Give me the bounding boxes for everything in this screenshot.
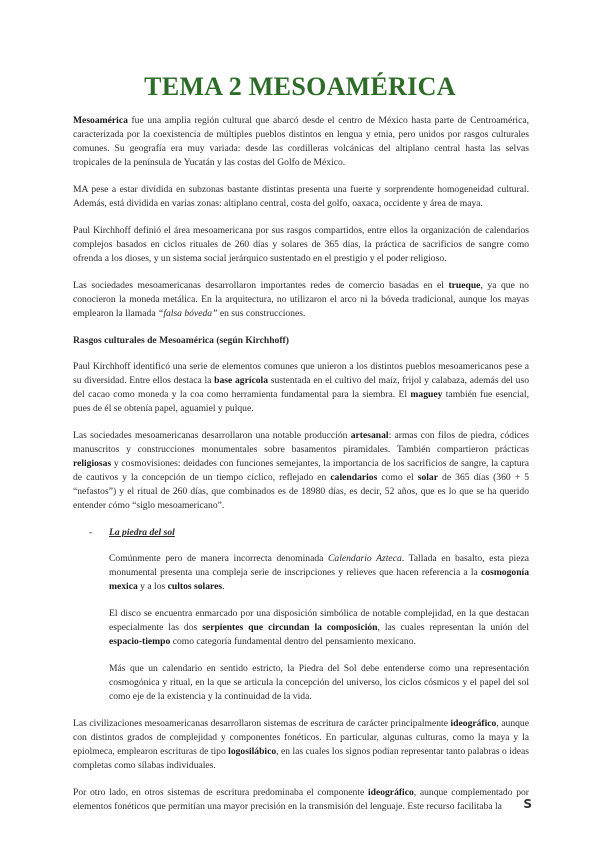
bold-term: logosilábico [228, 746, 277, 757]
bold-term: maguey [410, 389, 443, 400]
document-body [73, 114, 529, 827]
paragraph-disco: El disco se encuentra enmarcado por una disposición simbólica de notable complejidad, en la que destacan especialmente las dos serpientes que circundan la composición, las cuales representan la unión del espacio-tiempo como categoría fundamental dentro del pensamiento mexicano. [109, 608, 529, 647]
paragraph-artisanal: Las sociedades mesoamericanas desarrollaron una notable producción artesanal: armas con filos de piedra, códices manuscritos y construcciones monumentales sobre basamentos piramidales. También compartieron prácticas religiosas y cosmovisiones: deidades con funciones semejantes, la importancia de los sacrificios de sangre, la captura de cautivos y la concepción de un tiempo cíclico, reflejado en calendarios como el solar de 365 días (360 + 5 “nefastos”) y el ritual de 260 días, que combinados es de 18980 días, es decir, 52 años, que es lo que se ha querido entender cómo “siglo mesoamericano”. [73, 430, 530, 511]
bold-term: trueque [448, 280, 481, 291]
paragraph-cosmogonica: Más que un calendario en sentido estricto, la Piedra del Sol debe entenderse como una representación cosmogónica y ritual, en la que se articula la concepción del universo, los ciclos cósmicos y el papel del sol como eje de la existencia y la continuidad de la vida. [109, 663, 529, 702]
paragraph-calendario: Comúnmente pero de manera incorrecta denominada Calendario Azteca. Tallada en basalto, esta pieza monumental presenta una compleja serie de inscripciones y relieves que hacen referencia a la cosmogonía mexica y a los cultos solares. [109, 553, 529, 592]
paragraph-subzones: MA pese a estar dividida en subzonas bastante distintas presenta una fuerte y sorprendente homogeneidad cultural. Además, está dividida en varias zonas: altiplano central, costa del golfo, oaxaca, occidente y área de maya. [73, 184, 529, 209]
bold-term: Mesoamérica [73, 115, 128, 126]
bold-term: base agrícola [214, 375, 269, 386]
section-heading: Rasgos culturales de Mesoamérica (según Kirchhoff) [73, 335, 289, 346]
paragraph-commerce: Las sociedades mesoamericanas desarrollaron importantes redes de comercio basadas en el trueque, ya que no conocieron la moneda metálica. En la arquitectura, no utilizaron el arco ni la bóveda tradicional, aunque los mayas emplearon la llamada “falsa bóveda” en sus construcciones. [73, 280, 529, 319]
bold-term: artesanal [350, 430, 389, 441]
page-title: TEMA 2 MESOAMÉRICA [144, 72, 456, 101]
bold-term: calendarios [330, 472, 378, 483]
page-number: S [523, 797, 532, 811]
paragraph-kirchhoff: Paul Kirchhoff definió el área mesoamericana por sus rasgos compartidos, entre ellos la organización de calendarios complejos basados en ciclos rituales de 260 días y solares de 365 días, la práctica de sacrificios de sangre como ofrenda a los dioses, y un sistema social jerárquico sustentado en el prestigio y el poder religioso. [73, 225, 529, 264]
bold-term: espacio-tiempo [109, 636, 171, 647]
bullet-piedra-del-sol [73, 526, 529, 540]
bullet-dash: - [89, 527, 93, 538]
bold-term: ideográfico [367, 787, 414, 798]
bold-term: cultos solares [167, 581, 223, 592]
paragraph-agriculture: Paul Kirchhoff identificó una serie de elementos comunes que unieron a los distintos pueblos mesoamericanos pese a su diversidad. Entre ellos destaca la base agrícola sustentada en el cultivo del maíz, frijol y calabaza, además del uso del cacao como moneda y la coa como herramienta fundamental para la siembra. El maguey también fue esencial, pues de él se obtenía papel, aguamiel y pulque. [73, 361, 529, 414]
paragraph-ideografico: Por otro lado, en otros sistemas de escritura predominaba el componente ideográfico, aunque complementado por elementos fonéticos que permitían una mayor precisión en la transmisión del lenguaje. Este recurso facilitaba la [73, 787, 529, 812]
bold-term: solar [417, 472, 438, 483]
bold-term: religiosas [73, 458, 112, 469]
paragraph-escritura: Las civilizaciones mesoamericanas desarrollaron sistemas de escritura de carácter principalmente ideográfico, aunque con distintos grados de complejidad y componentes fonéticos. En particular, algunas culturas, como la maya y la epiolmeca, emplearon escrituras de tipo logosilábico, en las cuales los signos podían representar tanto palabras o ideas completas como sílabas individuales. [73, 718, 529, 771]
bullet-title: La piedra del sol [109, 527, 175, 538]
bold-term: ideográfico [450, 718, 497, 729]
paragraph-mesoamerica-definition: Mesoamérica fue una amplia región cultural que abarcó desde el centro de México hasta parte de Centroamérica, caracterizada por la coexistencia de múltiples pueblos distintos en lengua y etnia, pero unidos por rasgos culturales comunes. Su geografía era muy variada: desde las cordilleras volcánicas del altiplano central hasta las selvas tropicales de la península de Yucatán y las costas del Golfo de México. [73, 115, 529, 168]
bold-term: cosmogonía mexica [109, 567, 529, 592]
bold-term: serpientes que circundan la composición [202, 622, 378, 633]
